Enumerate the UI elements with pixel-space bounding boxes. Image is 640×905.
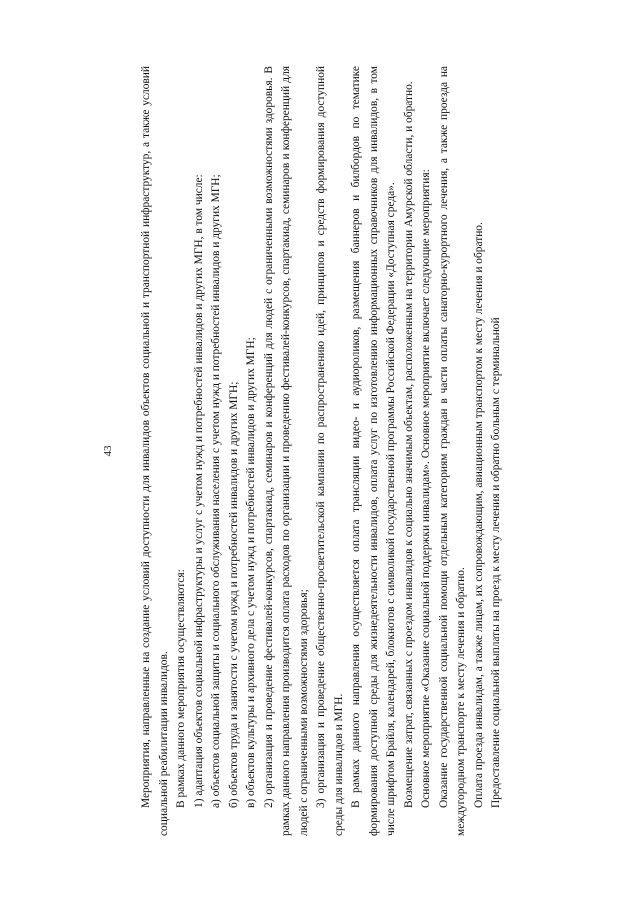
paragraph: В рамках данного направления осуществляется оплата трансляции видео- и аудиороликов, размещения баннеров и билбордов по тематике формирования доступной среды для жизнедеятельности инвалидов, оплата услуг по изготовлению информационных справочников для инвалидов, в том числе шрифтом Брайля, календарей, блокнотов с символикой государственной программы Российской Федерации «Доступная среда».	[350, 66, 397, 836]
paragraph: 1) адаптация объектов социальной инфраструктуры и услуг с учетом нужд и потребностей инвалидов и других МГН, в том числе:	[192, 174, 205, 808]
paragraph: Мероприятия, направленные на создание условий доступности для инвалидов объектов социальной и транспортной инфраструктур, а также условий социальной реабилитации инвалидов.	[140, 66, 170, 836]
paragraph: Основное мероприятие «Оказание социальной поддержки инвалидам». Основное мероприятие включает следующие мероприятия:	[420, 169, 432, 808]
paragraph: б) объектов труда и занятости с учетом нужд и потребностей инвалидов и других МГН;	[227, 381, 240, 808]
paragraph: 3) организация и проведение общественно-просветительской кампании по распространению идей, принципов и средств формирования доступной среды для инвалидов и МГН.	[315, 66, 345, 836]
rotated-content	[102, 66, 572, 836]
page-number: 43	[102, 445, 114, 457]
paragraph: Возмещение затрат, связанных с проездом инвалидов к социально значимым объектам, расположенным на территории Амурской области, и обратно.	[402, 81, 415, 808]
paragraph: Оплата проезда инвалидам, а также лицам, их сопровождающим, авиационным транспортом к месту лечения и обратно.	[472, 222, 485, 808]
paragraph: В рамках данного мероприятия осуществляются:	[175, 569, 187, 808]
paragraph: Предоставление социальной выплаты на проезд к месту лечения и обратно больным с терминальной	[490, 317, 502, 808]
document-body	[138, 66, 506, 836]
paragraph: а) объектов социальной защиты и социального обслуживания населения с учетом нужд и потребностей инвалидов и других МГН;	[210, 174, 222, 808]
paragraph: Оказание государственной социальной помощи отдельным категориям граждан в части оплаты санаторно-курортного лечения, а также проезда на междугородном транспорте к месту лечения и обратно.	[437, 66, 467, 836]
paragraph: в) объектов культуры и архивного дела с учетом нужд и потребностей инвалидов и других МГН;	[245, 337, 257, 808]
paragraph: 2) организация и проведение фестивалей-конкурсов, спартакиад, семинаров и конференций для людей с ограниченными возможностями здоровья. В рамках данного направления производится оплата расходов по организации и проведению фестивалей-конкурсов, спартакиад, семинаров и конференций для людей с ограниченными возможностями здоровья;	[262, 66, 310, 836]
